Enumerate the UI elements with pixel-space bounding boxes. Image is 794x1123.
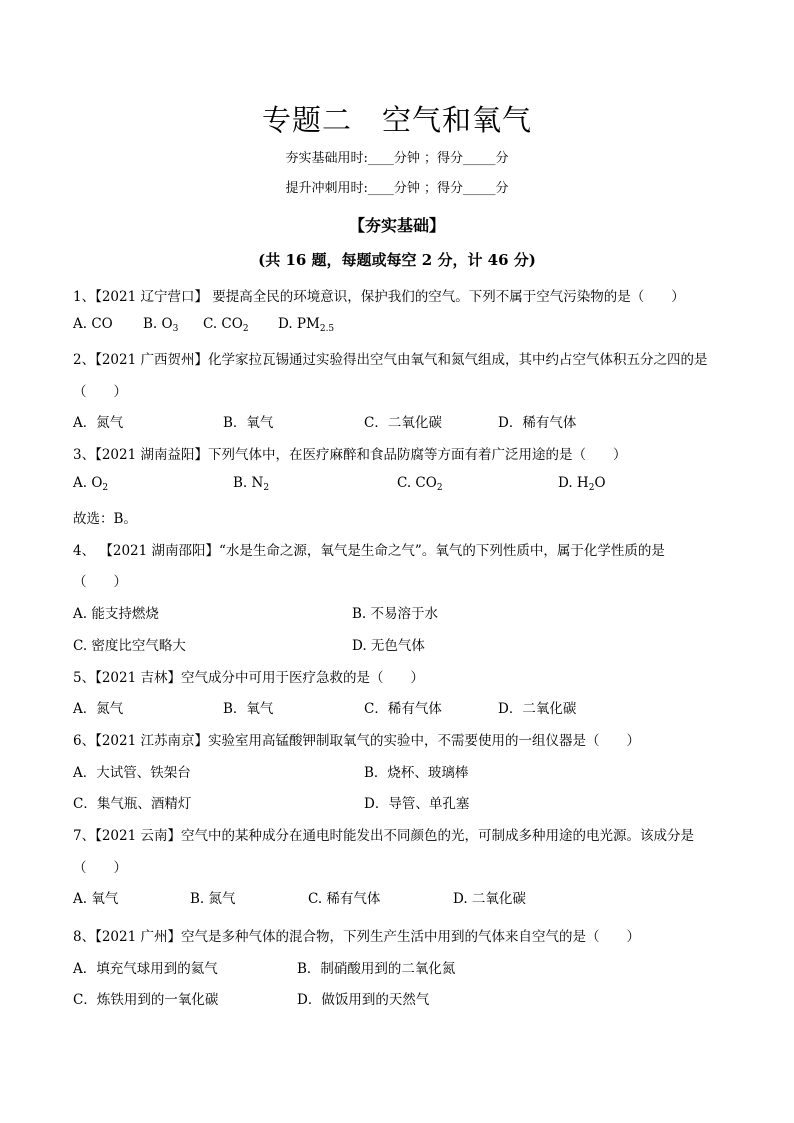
q1-option-c: C. $CO_2$ [203, 316, 249, 334]
q4-option-b: B. 不易溶于水 [352, 606, 439, 622]
question-2-stem-cont: （ ） [73, 384, 127, 400]
q8-option-d: D．做饭用到的天然气 [297, 992, 430, 1008]
q1-option-b: B. $O_3$ [143, 316, 179, 334]
q4-option-a: A. 能支持燃烧 [73, 606, 159, 622]
q3-option-c: C. $CO_2$ [397, 475, 443, 493]
q4-option-d: D. 无色气体 [352, 638, 425, 654]
q6-option-c: C．集气瓶、酒精灯 [73, 796, 192, 812]
q3-option-d: D. $H_2O$ [558, 475, 606, 493]
q6-option-b: B．烧杯、玻璃棒 [364, 765, 469, 781]
q2-option-b: B．氧气 [223, 415, 274, 431]
q4-option-c: C. 密度比空气略大 [73, 638, 186, 654]
q3-option-b: B. $N_2$ [233, 475, 270, 493]
q8-option-b: B．制硝酸用到的二氧化氮 [297, 961, 456, 977]
question-2-stem: 2、【2021 广西贺州】化学家拉瓦锡通过实验得出空气由氧气和氮气组成，其中约占空气体积五分之四的是 [73, 352, 708, 368]
q5-option-d: D．二氧化碳 [498, 701, 577, 717]
q2-option-c: C．二氧化碳 [364, 415, 442, 431]
question-7-stem: 7、【2021 云南】空气中的某种成分在通电时能发出不同颜色的光，可制成多种用途的电光源。该成分是 [73, 828, 694, 844]
question-3-stem: 3、【2021 湖南益阳】下列气体中，在医疗麻醉和食品防腐等方面有着广泛用途的是（ ） [73, 447, 627, 463]
q7-option-b: B. 氮气 [190, 891, 236, 907]
question-3-answer-note: 故选：B。 [73, 511, 137, 527]
q5-option-a: A．氮气 [73, 701, 124, 717]
q7-option-a: A. 氧气 [73, 891, 119, 907]
q7-option-c: C. 稀有气体 [308, 891, 381, 907]
q1-option-d: D. $PM_{2.5}$ [278, 316, 335, 334]
section-heading: 【夯实基础】 [348, 216, 445, 235]
q3-option-a: A. $O_2$ [73, 475, 109, 493]
q5-option-c: C．稀有气体 [364, 701, 442, 717]
section-subheading: (共 16 题，每题或每空 2 分，计 46 分) [258, 251, 536, 269]
time-line-advanced: 提升冲刺用时:____分钟 ；得分_____分 [285, 181, 509, 196]
q8-option-a: A．填充气球用到的氦气 [73, 961, 218, 977]
time-line-basic: 夯实基础用时:____分钟 ；得分_____分 [285, 151, 509, 166]
question-7-stem-cont: （ ） [73, 860, 127, 876]
question-1-stem: 1、【2021 辽宁营口】 要提高全民的环境意识，保护我们的空气。下列不属于空气污染物的是（ ） [73, 289, 685, 305]
q5-option-b: B．氧气 [223, 701, 274, 717]
question-4-stem: 4、 【2021 湖南邵阳】“水是生命之源，氧气是生命之气”。氧气的下列性质中，属于化学性质的是 [73, 543, 665, 559]
question-5-stem: 5、【2021 吉林】空气成分中可用于医疗急救的是（ ） [73, 670, 424, 686]
q6-option-d: D．导管、单孔塞 [364, 796, 470, 812]
q2-option-d: D．稀有气体 [498, 415, 577, 431]
q7-option-d: D. 二氧化碳 [453, 891, 526, 907]
q8-option-c: C．炼铁用到的一氧化碳 [73, 992, 219, 1008]
document-title: 专题二 空气和氧气 [261, 103, 532, 137]
question-8-stem: 8、【2021 广州】空气是多种气体的混合物，下列生产生活中用到的气体来自空气的是（ ） [73, 929, 640, 945]
question-6-stem: 6、【2021 江苏南京】实验室用高锰酸钾制取氧气的实验中，不需要使用的一组仪器是（ ） [73, 733, 640, 749]
q2-option-a: A．氮气 [73, 415, 124, 431]
question-4-stem-cont: （ ） [73, 574, 127, 590]
q1-option-a: A. CO [73, 316, 113, 332]
q6-option-a: A．大试管、铁架台 [73, 765, 191, 781]
